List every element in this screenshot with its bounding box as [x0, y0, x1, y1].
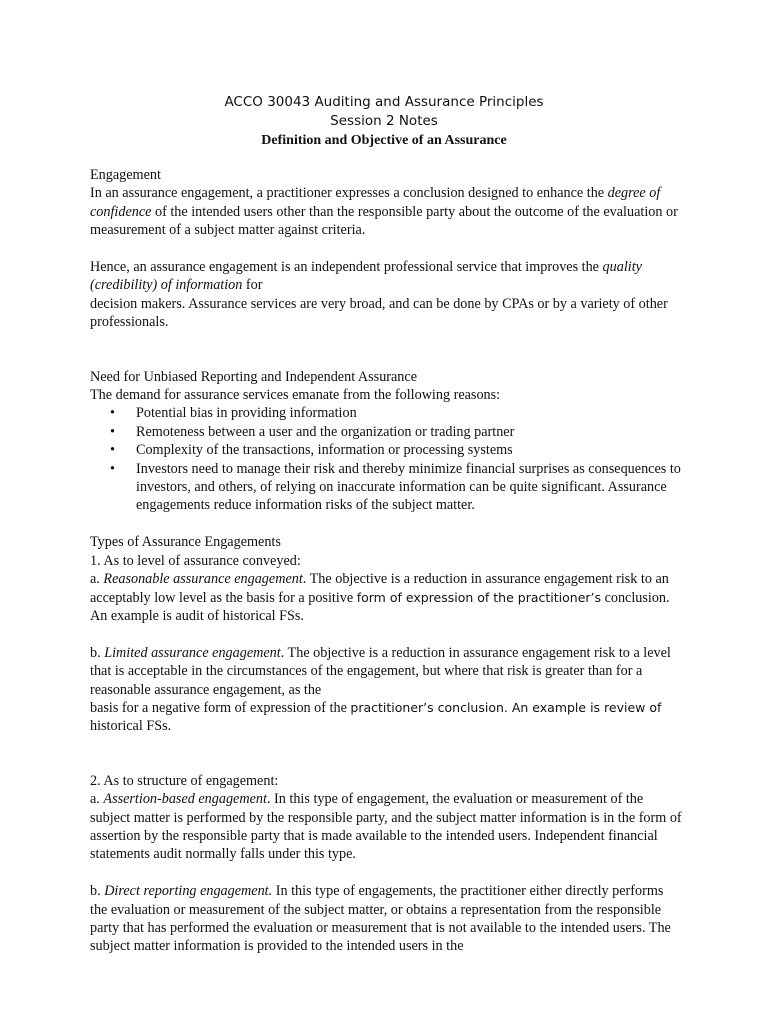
document-body [90, 166, 682, 956]
list-item: • Complexity of the transactions, information or processing systems [136, 441, 682, 459]
session-title: Session 2 Notes [330, 113, 438, 129]
document-header [0, 93, 768, 150]
list-item: • Investors need to manage their risk and thereby minimize financial surprises as consequences to investors, and others, of relying on inaccurate information can be quite significant. Assurance engagements reduce information risks of the subject matter. [136, 460, 682, 515]
reasonable-assurance-paragraph: a. Reasonable assurance engagement. The objective is a reduction in assurance engagement risk to an acceptably low level as the basis for a positive form of expression of the practitioner’s conclusion. An example is audit of historical FSs. [90, 571, 670, 624]
course-title: ACCO 30043 Auditing and Assurance Principles [224, 94, 544, 110]
assertion-based-paragraph: a. Assertion-based engagement. In this type of engagement, the evaluation or measurement of the subject matter is performed by the responsible party, and the subject matter information is in the form of assertion by the responsible party that is made available to the intended users. Independent financial statements audit normally falls under this type. [90, 791, 682, 863]
direct-reporting-paragraph: b. Direct reporting engagement. In this type of engagements, the practitioner either directly performs the evaluation or measurement of the subject matter, or obtains a representation from the responsible party that has performed the evaluation or measurement that is not available to the intended users. The subject matter information is provided to the intended users in the [90, 883, 671, 955]
list-item: • Potential bias in providing information [136, 404, 682, 422]
limited-assurance-paragraph: b. Limited assurance engagement. The objective is a reduction in assurance engagement risk to a level that is acceptable in the circumstances of the engagement, but where that risk is greater than for a reasonable assurance engagement, as the [90, 644, 671, 698]
limited-assurance-paragraph-cont: basis for a negative form of expression of the practitioner’s conclusion. An example is review of historical FSs. [90, 699, 662, 735]
need-intro: The demand for assurance services emanate from the following reasons: [90, 387, 501, 404]
structure-heading: 2. As to structure of engagement: [90, 772, 279, 789]
types-heading: Types of Assurance Engagements [90, 534, 281, 551]
topic-title: Definition and Objective of an Assurance [261, 133, 507, 148]
engagement-paragraph-1: In an assurance engagement, a practitioner expresses a conclusion designed to enhance the degree of confidence of the intended users other than the responsible party about the outcome of the evaluation or measurement of a subject matter against criteria. [90, 185, 678, 239]
engagement-heading: Engagement [90, 167, 161, 183]
need-reasons-list [90, 404, 682, 514]
engagement-paragraph-2: Hence, an assurance engagement is an independent professional service that improves the quality (credibility) of information for [90, 259, 642, 294]
list-item: • Remoteness between a user and the organization or trading partner [136, 423, 682, 441]
need-heading: Need for Unbiased Reporting and Independent Assurance [90, 368, 417, 385]
level-heading: 1. As to level of assurance conveyed: [90, 552, 301, 569]
engagement-paragraph-2-cont: decision makers. Assurance services are very broad, and can be done by CPAs or by a variety of other professionals. [90, 295, 668, 331]
